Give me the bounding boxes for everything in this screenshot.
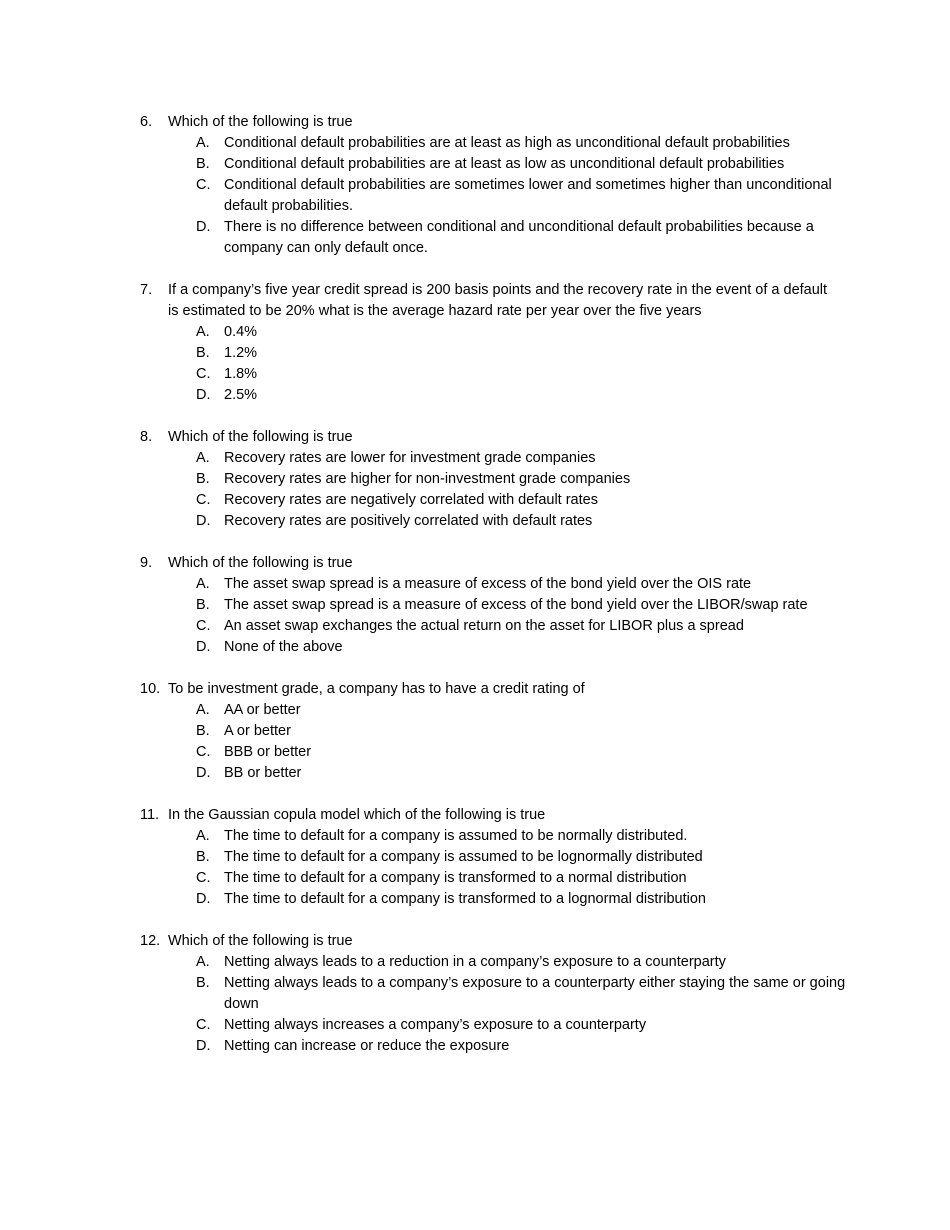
option-letter: A. <box>196 954 210 970</box>
question-item <box>0 112 950 259</box>
question-number: 9. <box>140 555 153 571</box>
option-letter: A. <box>196 450 210 466</box>
question-stem <box>0 112 950 133</box>
question-number: 12. <box>140 933 161 949</box>
option-letter: B. <box>196 597 210 613</box>
question-list <box>0 112 950 1078</box>
option-text: Recovery rates are negatively correlated with default rates <box>224 492 598 508</box>
answer-option <box>0 763 950 784</box>
option-text: Conditional default probabilities are sometimes lower and sometimes higher than unconditional default probabilities. <box>224 177 832 214</box>
option-text: Netting can increase or reduce the exposure <box>224 1038 510 1054</box>
question-text: To be investment grade, a company has to have a credit rating of <box>168 681 585 697</box>
question-text: In the Gaussian copula model which of the following is true <box>168 807 546 823</box>
question-stem <box>0 427 950 448</box>
option-text: The time to default for a company is assumed to be normally distributed. <box>224 828 688 844</box>
option-letter: A. <box>196 324 210 340</box>
question-item <box>0 280 950 406</box>
answer-option <box>0 448 950 469</box>
option-letter: B. <box>196 156 210 172</box>
answer-option <box>0 700 950 721</box>
question-text: Which of the following is true <box>168 429 353 445</box>
answer-option <box>0 889 950 910</box>
option-text: Recovery rates are positively correlated with default rates <box>224 513 593 529</box>
question-stem <box>0 679 950 700</box>
option-text: The time to default for a company is assumed to be lognormally distributed <box>224 849 703 865</box>
answer-option <box>0 133 950 154</box>
option-letter: D. <box>196 513 211 529</box>
option-letter: D. <box>196 765 211 781</box>
option-text: Netting always leads to a company’s exposure to a counterparty either staying the same or going down <box>224 975 846 1012</box>
answer-option <box>0 952 950 973</box>
option-text: None of the above <box>224 639 343 655</box>
question-stem <box>0 553 950 574</box>
answer-option <box>0 154 950 175</box>
option-text: AA or better <box>224 702 301 718</box>
option-text: 2.5% <box>224 387 258 403</box>
option-letter: A. <box>196 702 210 718</box>
option-text: An asset swap exchanges the actual return on the asset for LIBOR plus a spread <box>224 618 744 634</box>
option-text: Conditional default probabilities are at least as low as unconditional default probabilities <box>224 156 785 172</box>
question-item <box>0 427 950 532</box>
option-letter: D. <box>196 1038 211 1054</box>
option-text: Recovery rates are higher for non-investment grade companies <box>224 471 631 487</box>
answer-option <box>0 616 950 637</box>
answer-option <box>0 847 950 868</box>
option-text: 1.2% <box>224 345 258 361</box>
answer-option <box>0 868 950 889</box>
option-text: BB or better <box>224 765 302 781</box>
answer-option <box>0 322 950 343</box>
option-letter: B. <box>196 975 210 991</box>
option-letter: D. <box>196 387 211 403</box>
answer-option <box>0 217 950 259</box>
answer-option <box>0 385 950 406</box>
question-stem <box>0 931 950 952</box>
option-letter: B. <box>196 849 210 865</box>
option-letter: C. <box>196 492 211 508</box>
question-number: 7. <box>140 282 153 298</box>
question-item <box>0 805 950 910</box>
answer-option <box>0 175 950 217</box>
question-text: Which of the following is true <box>168 555 353 571</box>
answer-option <box>0 973 950 1015</box>
question-stem <box>0 280 950 322</box>
option-letter: C. <box>196 366 211 382</box>
answer-option <box>0 1036 950 1057</box>
question-item <box>0 931 950 1057</box>
question-number: 6. <box>140 114 153 130</box>
option-letter: A. <box>196 828 210 844</box>
option-text: A or better <box>224 723 291 739</box>
answer-option <box>0 574 950 595</box>
answer-option <box>0 742 950 763</box>
question-text: If a company’s five year credit spread is 200 basis points and the recovery rate in the event of a default is estimated to be 20% what is the average hazard rate per year over the five years <box>168 282 828 319</box>
option-text: There is no difference between conditional and unconditional default probabilities because a company can only default once. <box>224 219 814 256</box>
answer-option <box>0 490 950 511</box>
answer-option <box>0 469 950 490</box>
option-letter: D. <box>196 219 211 235</box>
option-text: Recovery rates are lower for investment grade companies <box>224 450 596 466</box>
option-text: The time to default for a company is transformed to a lognormal distribution <box>224 891 706 907</box>
question-text: Which of the following is true <box>168 114 353 130</box>
option-letter: C. <box>196 870 211 886</box>
option-text: The asset swap spread is a measure of excess of the bond yield over the OIS rate <box>224 576 752 592</box>
answer-option <box>0 343 950 364</box>
option-letter: C. <box>196 744 211 760</box>
answer-option <box>0 595 950 616</box>
option-text: Netting always increases a company’s exposure to a counterparty <box>224 1017 647 1033</box>
option-text: Netting always leads to a reduction in a company’s exposure to a counterparty <box>224 954 726 970</box>
question-stem <box>0 805 950 826</box>
question-item <box>0 553 950 658</box>
answer-option <box>0 511 950 532</box>
option-letter: B. <box>196 345 210 361</box>
option-letter: C. <box>196 177 211 193</box>
option-letter: A. <box>196 135 210 151</box>
question-number: 10. <box>140 681 161 697</box>
option-letter: B. <box>196 471 210 487</box>
question-number: 11. <box>140 807 160 823</box>
option-text: The time to default for a company is transformed to a normal distribution <box>224 870 687 886</box>
answer-option <box>0 826 950 847</box>
option-text: 1.8% <box>224 366 258 382</box>
question-text: Which of the following is true <box>168 933 353 949</box>
option-letter: D. <box>196 891 211 907</box>
option-text: Conditional default probabilities are at least as high as unconditional default probabilities <box>224 135 790 151</box>
option-text: BBB or better <box>224 744 312 760</box>
answer-option <box>0 721 950 742</box>
option-text: The asset swap spread is a measure of excess of the bond yield over the LIBOR/swap rate <box>224 597 808 613</box>
option-letter: C. <box>196 1017 211 1033</box>
option-text: 0.4% <box>224 324 258 340</box>
question-item <box>0 679 950 784</box>
option-letter: D. <box>196 639 211 655</box>
option-letter: C. <box>196 618 211 634</box>
question-number: 8. <box>140 429 153 445</box>
answer-option <box>0 637 950 658</box>
option-letter: A. <box>196 576 210 592</box>
answer-option <box>0 1015 950 1036</box>
option-letter: B. <box>196 723 210 739</box>
answer-option <box>0 364 950 385</box>
